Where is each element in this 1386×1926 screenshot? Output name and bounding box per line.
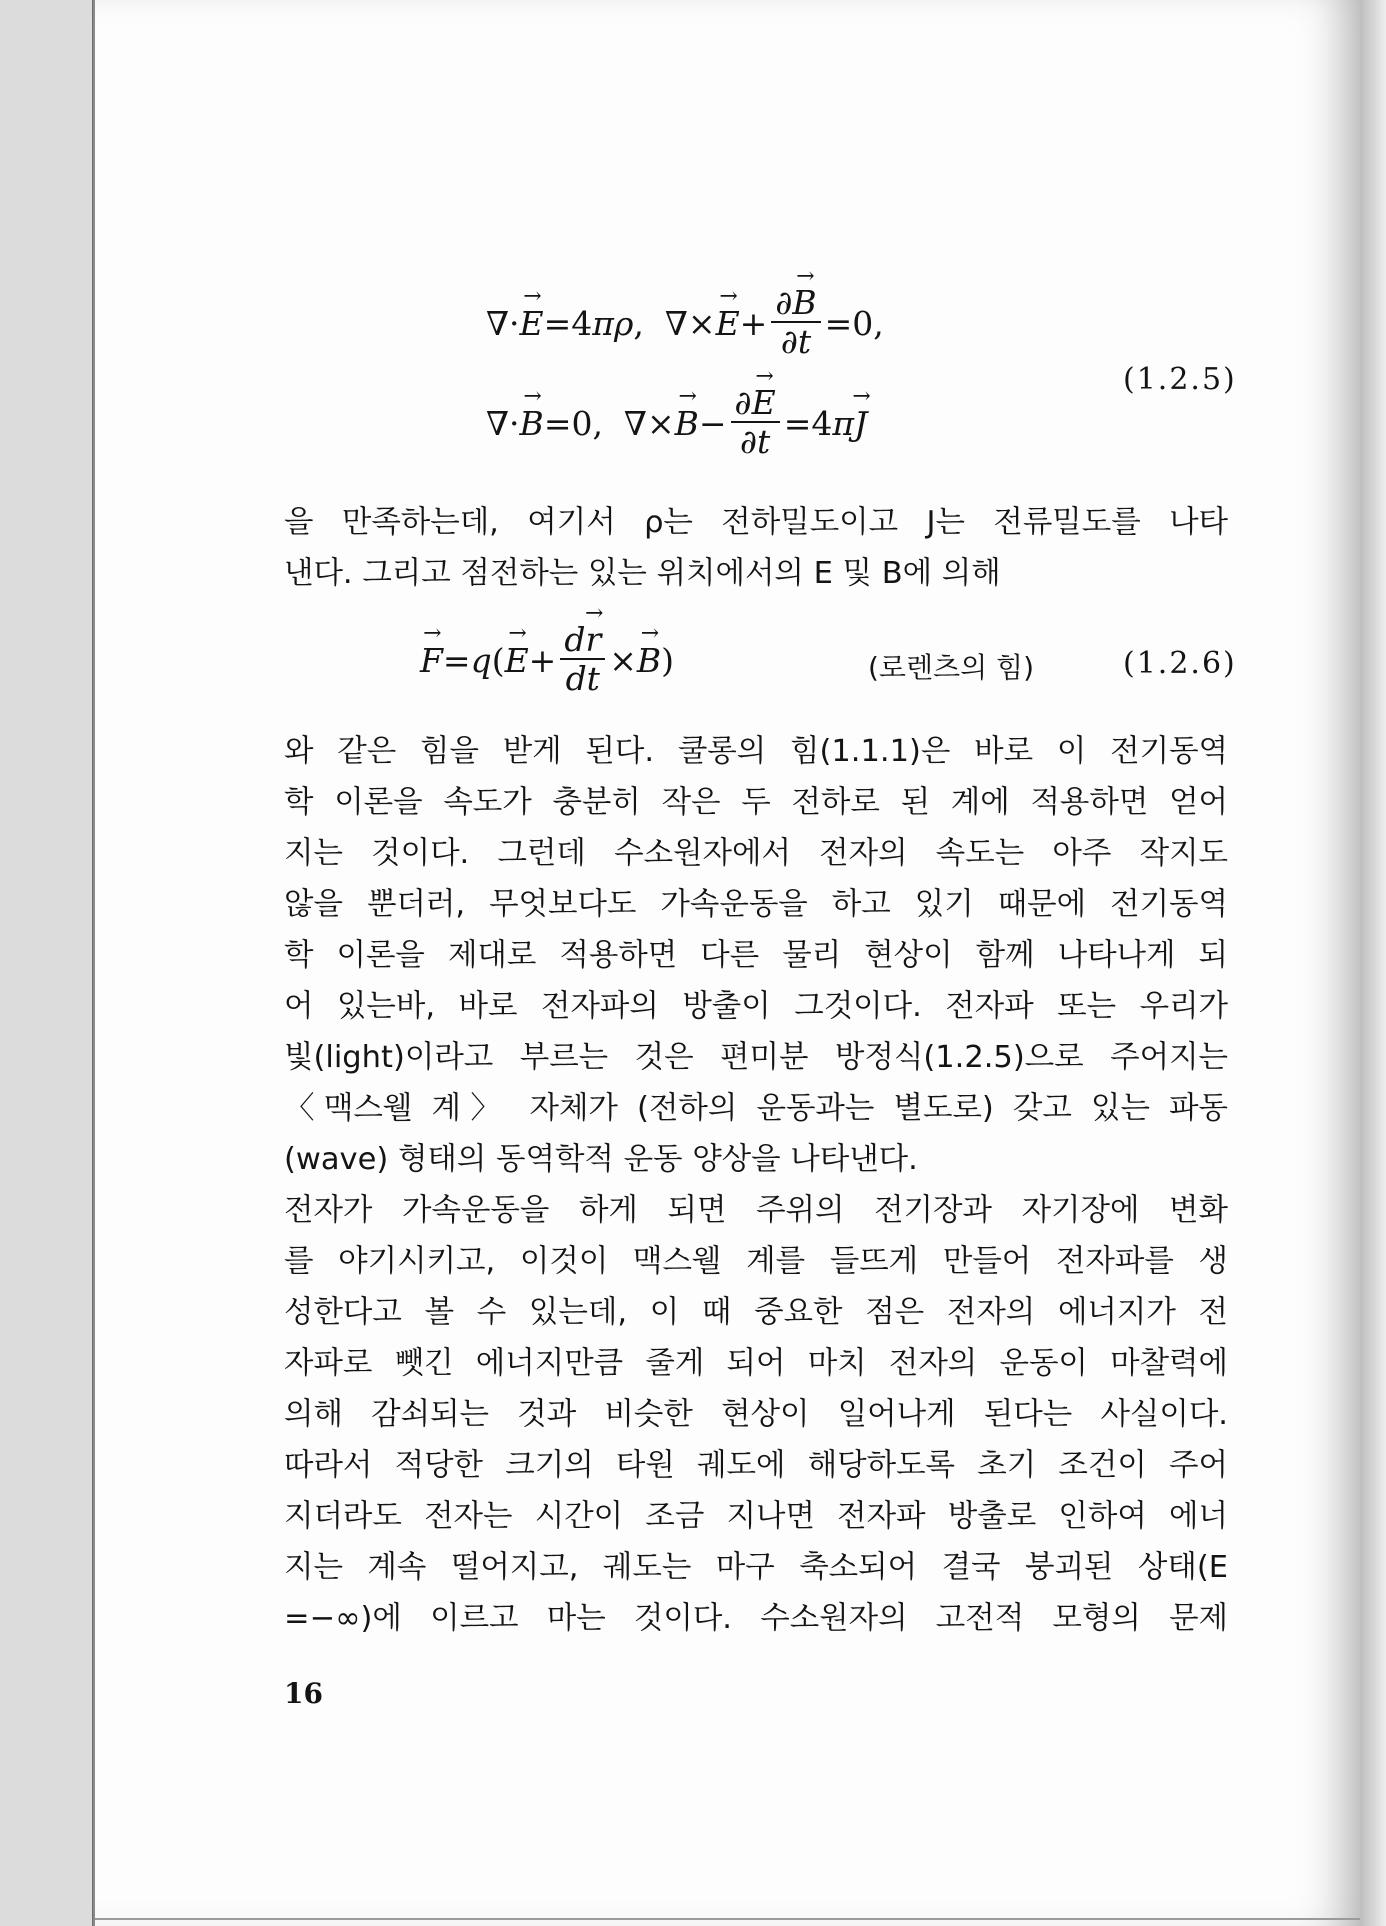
text-line: 낸다. 그리고 점전하는 있는 위치에서의 E 및 B에 의해	[284, 556, 1001, 591]
text-line: 빛(light)이라고 부르는 것은 편미분 방정식(1.2.5)으로 주어지는	[284, 1040, 1228, 1075]
text-line: 않을 뿐더러, 무엇보다도 가속운동을 하고 있기 때문에 전기동역	[284, 887, 1228, 922]
text-line: =−∞)에 이르고 마는 것이다. 수소원자의 고전적 모형의 문제	[284, 1601, 1228, 1636]
equation-row: → F = q ( → E + $\frac{d\to r}{dt}$ × → B )	[420, 622, 674, 698]
text-line: 〈맥스웰 계〉 자체가 (전하의 운동과는 별도로) 갖고 있는 파동	[284, 1091, 1228, 1126]
equation-1-2-5	[486, 285, 956, 475]
text-line: 어 있는바, 바로 전자파의 방출이 그것이다. 전자파 또는 우리가	[284, 989, 1228, 1024]
text-line: 성한다고 볼 수 있는데, 이 때 중요한 점은 전자의 에너지가 전	[284, 1295, 1228, 1330]
equation-row-2: ∇· → B =0, ∇× → B − $\frac{\partial\to E}{\partial t}$ =4 π → J	[486, 385, 867, 461]
text-line: 지는 것이다. 그런데 수소원자에서 전자의 속도는 아주 작지도	[284, 836, 1228, 871]
text-line: 지더라도 전자는 시간이 조금 지나면 전자파 방출로 인하여 에너	[284, 1499, 1228, 1534]
text-line: 을 만족하는데, 여기서 ρ는 전하밀도이고 J는 전류밀도를 나타	[284, 505, 1228, 540]
text-line: (wave) 형태의 동역학적 운동 양상을 나타낸다.	[284, 1142, 918, 1177]
text-line: 학 이론을 제대로 적용하면 다른 물리 현상이 함께 나타나게 되	[284, 938, 1228, 973]
equation-number-1-2-5: (1.2.5)	[1123, 362, 1237, 397]
text-line: 전자가 가속운동을 하게 되면 주위의 전기장과 자기장에 변화	[284, 1193, 1228, 1228]
equation-1-2-6	[420, 622, 750, 722]
paragraph-1	[284, 497, 1228, 599]
text-line: 지는 계속 떨어지고, 궤도는 마구 축소되어 결국 붕괴된 상태(E	[284, 1550, 1228, 1585]
text-line: 의해 감쇠되는 것과 비슷한 현상이 일어나게 된다는 사실이다.	[284, 1397, 1228, 1432]
equation-number-1-2-6: (1.2.6)	[1123, 646, 1237, 681]
text-line: 학 이론을 속도가 충분히 작은 두 전하로 된 계에 적용하면 얻어	[284, 785, 1228, 820]
page-right-edge	[1360, 0, 1386, 1926]
text-line: 와 같은 힘을 받게 된다. 쿨롱의 힘(1.1.1)은 바로 이 전기동역	[284, 734, 1228, 769]
paragraph-2	[284, 726, 1228, 1185]
text-line: 를 야기시키고, 이것이 맥스웰 계를 들뜨게 만들어 전자파를 생	[284, 1244, 1228, 1279]
text-line: 자파로 뺏긴 에너지만큼 줄게 되어 마치 전자의 운동이 마찰력에	[284, 1346, 1228, 1381]
page-bottom-border	[95, 1918, 1360, 1920]
paragraph-3	[284, 1185, 1228, 1644]
text-line: 따라서 적당한 크기의 타원 궤도에 해당하도록 초기 조건이 주어	[284, 1448, 1228, 1483]
equation-row-1: ∇· → E =4 πρ , ∇× → E + $\frac{\partial\to B}{\partial t}$ =0,	[486, 285, 884, 361]
page-number: 16	[284, 1677, 323, 1710]
lorentz-force-label: (로렌츠의 힘)	[868, 651, 1034, 684]
